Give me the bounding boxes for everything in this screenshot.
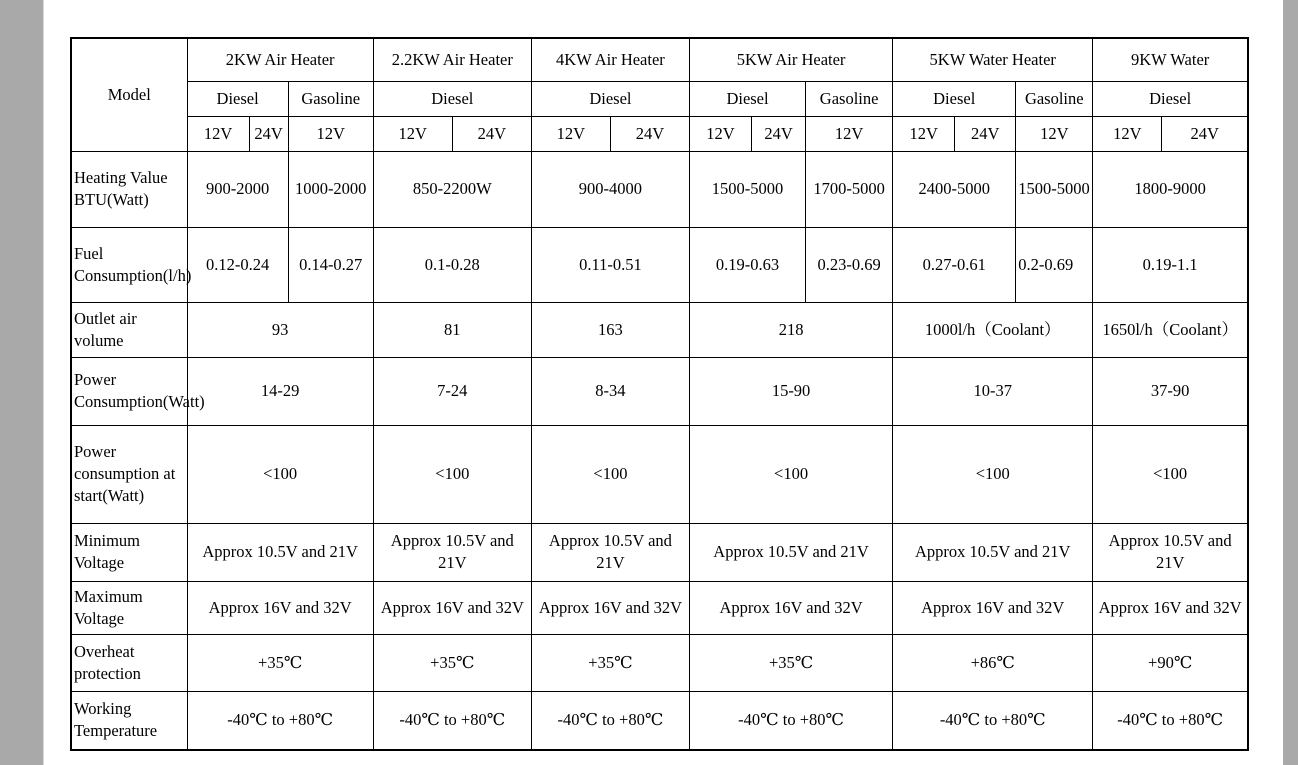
- row-label: Working Temperature: [71, 691, 187, 750]
- cell-value: Approx 16V and 32V: [187, 581, 373, 634]
- cell-value: 81: [373, 302, 531, 357]
- cell-value: 900-4000: [531, 151, 689, 227]
- header-row-voltage: [71, 116, 1248, 151]
- voltage-12v: 12V: [689, 116, 751, 151]
- cell-value: -40℃ to +80℃: [1093, 691, 1248, 750]
- cell-value: 0.19-1.1: [1093, 227, 1248, 302]
- header-row-fuel: [71, 81, 1248, 116]
- cell-value: <100: [893, 425, 1093, 523]
- row-label: Fuel Consumption(l/h): [71, 227, 187, 302]
- cell-value: 1800-9000: [1093, 151, 1248, 227]
- cell-value: <100: [187, 425, 373, 523]
- cell-value: -40℃ to +80℃: [531, 691, 689, 750]
- row-label: Power consumption at start(Watt): [71, 425, 187, 523]
- cell-value: Approx 10.5V and 21V: [373, 523, 531, 581]
- cell-value: Approx 16V and 32V: [893, 581, 1093, 634]
- cell-value: 0.1-0.28: [373, 227, 531, 302]
- model-label: Model: [71, 38, 187, 151]
- cell-value: <100: [531, 425, 689, 523]
- cell-value: +35℃: [689, 634, 892, 691]
- cell-value: <100: [1093, 425, 1248, 523]
- cell-value: Approx 16V and 32V: [1093, 581, 1248, 634]
- voltage-24v: 24V: [752, 116, 806, 151]
- cell-value: +35℃: [187, 634, 373, 691]
- cell-value: Approx 10.5V and 21V: [187, 523, 373, 581]
- cell-value: 0.14-0.27: [288, 227, 373, 302]
- row-label: Heating Value BTU(Watt): [71, 151, 187, 227]
- cell-value: 218: [689, 302, 892, 357]
- cell-value: Approx 10.5V and 21V: [1093, 523, 1248, 581]
- fuel-gasoline: Gasoline: [1016, 81, 1093, 116]
- cell-value: 1500-5000: [689, 151, 805, 227]
- row-label: Maximum Voltage: [71, 581, 187, 634]
- cell-value: 163: [531, 302, 689, 357]
- cell-value: 850-2200W: [373, 151, 531, 227]
- cell-value: +86℃: [893, 634, 1093, 691]
- product-5kw-water: 5KW Water Heater: [893, 38, 1093, 81]
- cell-value: 1650l/h（Coolant）: [1093, 302, 1248, 357]
- fuel-diesel: Diesel: [689, 81, 805, 116]
- row-label: Minimum Voltage: [71, 523, 187, 581]
- cell-value: Approx 16V and 32V: [531, 581, 689, 634]
- cell-value: Approx 10.5V and 21V: [531, 523, 689, 581]
- voltage-12v: 12V: [288, 116, 373, 151]
- cell-value: Approx 16V and 32V: [373, 581, 531, 634]
- cell-value: 10-37: [893, 357, 1093, 425]
- cell-value: 900-2000: [187, 151, 288, 227]
- cell-value: 0.11-0.51: [531, 227, 689, 302]
- voltage-12v: 12V: [1016, 116, 1093, 151]
- cell-value: 8-34: [531, 357, 689, 425]
- fuel-diesel: Diesel: [531, 81, 689, 116]
- cell-value: <100: [373, 425, 531, 523]
- product-9kw-water: 9KW Water: [1093, 38, 1248, 81]
- cell-value: Approx 10.5V and 21V: [893, 523, 1093, 581]
- voltage-24v: 24V: [610, 116, 689, 151]
- voltage-12v: 12V: [531, 116, 610, 151]
- viewer-background: [1283, 0, 1298, 765]
- cell-value: 0.12-0.24: [187, 227, 288, 302]
- fuel-diesel: Diesel: [893, 81, 1016, 116]
- heater-spec-table: [70, 37, 1249, 751]
- cell-value: +35℃: [531, 634, 689, 691]
- product-2-2kw-air: 2.2KW Air Heater: [373, 38, 531, 81]
- row-label: Overheat protection: [71, 634, 187, 691]
- cell-value: 93: [187, 302, 373, 357]
- cell-value: 0.2-0.69: [1016, 227, 1093, 302]
- product-4kw-air: 4KW Air Heater: [531, 38, 689, 81]
- cell-value: 1000l/h（Coolant）: [893, 302, 1093, 357]
- fuel-gasoline: Gasoline: [806, 81, 893, 116]
- row-power-consumption: [71, 357, 1248, 425]
- cell-value: -40℃ to +80℃: [373, 691, 531, 750]
- voltage-12v: 12V: [1093, 116, 1162, 151]
- voltage-24v: 24V: [249, 116, 288, 151]
- fuel-diesel: Diesel: [187, 81, 288, 116]
- cell-value: 1000-2000: [288, 151, 373, 227]
- fuel-gasoline: Gasoline: [288, 81, 373, 116]
- row-working-temperature: [71, 691, 1248, 750]
- cell-value: 0.27-0.61: [893, 227, 1016, 302]
- product-5kw-air: 5KW Air Heater: [689, 38, 892, 81]
- cell-value: 2400-5000: [893, 151, 1016, 227]
- row-minimum-voltage: [71, 523, 1248, 581]
- fuel-diesel: Diesel: [373, 81, 531, 116]
- cell-value: 7-24: [373, 357, 531, 425]
- row-label: Outlet air volume: [71, 302, 187, 357]
- cell-value: 37-90: [1093, 357, 1248, 425]
- header-row-products: [71, 38, 1248, 81]
- product-2kw-air: 2KW Air Heater: [187, 38, 373, 81]
- row-label: Power Consumption(Watt): [71, 357, 187, 425]
- voltage-24v: 24V: [452, 116, 531, 151]
- cell-value: Approx 10.5V and 21V: [689, 523, 892, 581]
- row-outlet-air-volume: [71, 302, 1248, 357]
- voltage-12v: 12V: [373, 116, 452, 151]
- cell-value: -40℃ to +80℃: [689, 691, 892, 750]
- row-maximum-voltage: [71, 581, 1248, 634]
- cell-value: -40℃ to +80℃: [187, 691, 373, 750]
- cell-value: 15-90: [689, 357, 892, 425]
- document-page: [44, 0, 1283, 765]
- cell-value: 1700-5000: [806, 151, 893, 227]
- cell-value: -40℃ to +80℃: [893, 691, 1093, 750]
- cell-value: 0.23-0.69: [806, 227, 893, 302]
- voltage-12v: 12V: [187, 116, 249, 151]
- row-heating-value: [71, 151, 1248, 227]
- cell-value: +90℃: [1093, 634, 1248, 691]
- cell-value: +35℃: [373, 634, 531, 691]
- voltage-24v: 24V: [1162, 116, 1248, 151]
- voltage-24v: 24V: [955, 116, 1016, 151]
- row-overheat-protection: [71, 634, 1248, 691]
- row-fuel-consumption: [71, 227, 1248, 302]
- cell-value: 0.19-0.63: [689, 227, 805, 302]
- voltage-12v: 12V: [893, 116, 955, 151]
- row-power-at-start: [71, 425, 1248, 523]
- cell-value: <100: [689, 425, 892, 523]
- cell-value: 14-29: [187, 357, 373, 425]
- voltage-12v: 12V: [806, 116, 893, 151]
- cell-value: 1500-5000: [1016, 151, 1093, 227]
- cell-value: Approx 16V and 32V: [689, 581, 892, 634]
- fuel-diesel: Diesel: [1093, 81, 1248, 116]
